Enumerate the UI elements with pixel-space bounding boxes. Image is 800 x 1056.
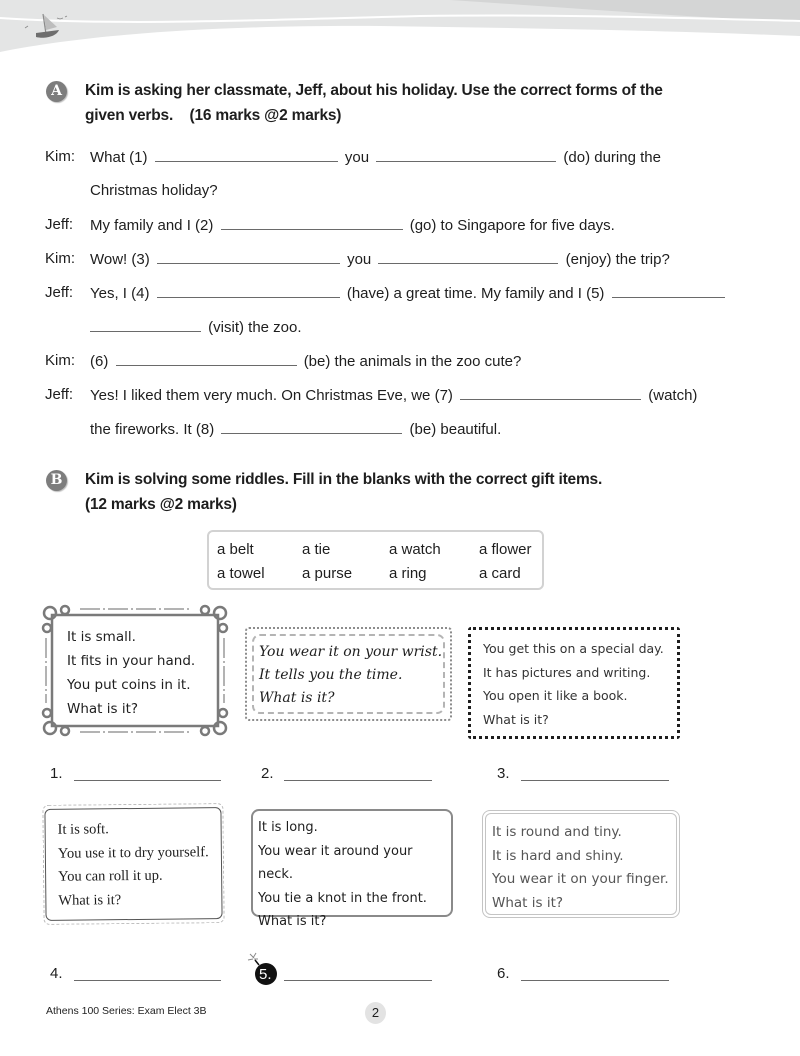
answer-number: 2. bbox=[261, 765, 274, 782]
answer-blank-5b[interactable] bbox=[90, 317, 201, 332]
riddle-line: It is hard and shiny. bbox=[492, 847, 624, 864]
speaker-label: Kim: bbox=[45, 148, 75, 165]
riddle-text bbox=[67, 625, 195, 721]
dialogue-text: (be) beautiful. bbox=[409, 421, 502, 438]
answer-blank-1a[interactable] bbox=[155, 147, 338, 162]
riddle-line: It has pictures and writing. bbox=[483, 664, 651, 680]
dialogue-text: (have) a great time. My family and I (5) bbox=[346, 285, 605, 302]
word-bank-item: a purse bbox=[302, 565, 353, 582]
dialogue-text: the fireworks. It (8) bbox=[90, 421, 215, 438]
riddle-line: It is small. bbox=[67, 629, 136, 645]
answer-number: 1. bbox=[50, 765, 63, 782]
riddle-text bbox=[258, 816, 451, 934]
riddle-line: You get this on a special day. bbox=[483, 641, 664, 656]
answer-line-2[interactable] bbox=[284, 780, 432, 781]
dialogue-text: Yes! I liked them very much. On Christmas Eve, we (7) bbox=[90, 387, 453, 404]
answer-blank-6[interactable] bbox=[116, 351, 297, 366]
riddle-text bbox=[492, 821, 669, 915]
answer-line-5[interactable] bbox=[284, 980, 432, 981]
answer-number: 4. bbox=[50, 965, 63, 982]
dialogue-text: (watch) bbox=[648, 387, 698, 404]
riddle-line: You can roll it up. bbox=[58, 867, 163, 885]
word-bank-item: a tie bbox=[302, 541, 331, 558]
dialogue-text: (enjoy) the trip? bbox=[565, 251, 670, 268]
answer-blank-5a[interactable] bbox=[612, 283, 725, 298]
word-bank-item: a belt bbox=[217, 541, 254, 558]
riddle-line: You put coins in it. bbox=[67, 677, 191, 693]
dialogue-line bbox=[0, 147, 800, 169]
riddle-line: What is it? bbox=[258, 914, 327, 929]
riddle-text bbox=[483, 637, 664, 731]
riddle-card-3 bbox=[468, 627, 680, 739]
speaker-label: Kim: bbox=[45, 250, 75, 267]
answer-line-4[interactable] bbox=[74, 980, 221, 981]
riddle-card-6 bbox=[482, 810, 680, 918]
answer-blank-2[interactable] bbox=[221, 215, 403, 230]
riddle-line: What is it? bbox=[483, 711, 549, 727]
answer-blank-8[interactable] bbox=[221, 419, 402, 434]
section-a-title-line2: given verbs. (16 marks @2 marks) bbox=[85, 107, 342, 124]
section-a-badge: A bbox=[46, 81, 67, 102]
dialogue-text: Christmas holiday? bbox=[90, 182, 218, 199]
dialogue-text: (go) to Singapore for five days. bbox=[409, 217, 615, 234]
speaker-label: Jeff: bbox=[45, 386, 74, 403]
riddle-card-5 bbox=[251, 809, 453, 929]
dialogue-line bbox=[0, 215, 800, 237]
answer-line-6[interactable] bbox=[521, 980, 669, 981]
answer-number: 3. bbox=[497, 765, 510, 782]
dialogue-text: Wow! (3) bbox=[90, 251, 150, 268]
riddle-line: What is it? bbox=[58, 891, 122, 909]
riddle-line: You wear it around your neck. bbox=[258, 843, 413, 882]
riddle-text bbox=[58, 817, 210, 913]
answer-blank-3b[interactable] bbox=[378, 249, 558, 264]
speaker-label: Kim: bbox=[45, 352, 75, 369]
riddle-line: It is round and tiny. bbox=[492, 824, 622, 840]
dialogue-text: (be) the animals in the zoo cute? bbox=[303, 353, 522, 370]
word-bank-item: a flower bbox=[479, 541, 532, 558]
section-b-title-line2: (12 marks @2 marks) bbox=[85, 496, 237, 513]
section-b-badge: B bbox=[46, 470, 67, 491]
speaker-label: Jeff: bbox=[45, 216, 74, 233]
riddle-line: It fits in your hand. bbox=[67, 653, 196, 669]
dialogue-line bbox=[0, 351, 800, 373]
riddle-card-4 bbox=[44, 807, 222, 921]
speaker-label: Jeff: bbox=[45, 284, 74, 301]
page-number: 2 bbox=[365, 1002, 386, 1024]
footer-series-title: Athens 100 Series: Exam Elect 3B bbox=[46, 1005, 207, 1017]
dialogue-text: (visit) the zoo. bbox=[208, 319, 302, 336]
dialogue-text: What (1) bbox=[90, 149, 148, 166]
dialogue-text: you bbox=[344, 149, 370, 166]
dialogue-line bbox=[0, 419, 800, 441]
riddle-line: You open it like a book. bbox=[483, 688, 628, 703]
riddle-line: You wear it on your wrist. bbox=[259, 644, 443, 660]
header-wave-decoration bbox=[0, 0, 800, 60]
riddle-line: What is it? bbox=[67, 701, 139, 717]
dialogue-text: (6) bbox=[90, 353, 109, 370]
riddle-card-1 bbox=[40, 603, 230, 738]
dialogue-line bbox=[0, 249, 800, 271]
word-bank bbox=[207, 530, 544, 590]
answer-blank-7[interactable] bbox=[460, 385, 641, 400]
dialogue-line bbox=[0, 283, 800, 305]
dialogue-text: My family and I (2) bbox=[90, 217, 214, 234]
answer-blank-3a[interactable] bbox=[157, 249, 340, 264]
riddle-line: You tie a knot in the front. bbox=[258, 890, 427, 906]
word-bank-item: a ring bbox=[389, 565, 427, 582]
answer-blank-4[interactable] bbox=[157, 283, 340, 298]
riddle-line: It tells you the time. bbox=[259, 667, 403, 683]
answer-number: 5. bbox=[259, 966, 272, 983]
word-bank-item: a towel bbox=[217, 565, 265, 582]
dialogue-line bbox=[0, 317, 800, 339]
riddle-line: It is long. bbox=[258, 820, 318, 835]
riddle-line: You use it to dry yourself. bbox=[57, 843, 209, 862]
riddle-text bbox=[259, 641, 442, 710]
dialogue-line bbox=[0, 181, 800, 203]
dialogue-text: Yes, I (4) bbox=[90, 285, 150, 302]
section-a-instructions bbox=[85, 78, 663, 128]
answer-line-1[interactable] bbox=[74, 780, 221, 781]
section-a-title-line1: Kim is asking her classmate, Jeff, about his holiday. Use the correct forms of the bbox=[85, 82, 663, 99]
answer-number: 6. bbox=[497, 965, 510, 982]
word-bank-item: a card bbox=[479, 565, 521, 582]
answer-line-3[interactable] bbox=[521, 780, 669, 781]
riddle-line: What is it? bbox=[259, 690, 335, 706]
riddle-line: You wear it on your finger. bbox=[492, 871, 669, 887]
section-b-instructions bbox=[85, 467, 602, 517]
dialogue-text: (do) during the bbox=[563, 149, 661, 166]
dialogue-text: you bbox=[347, 251, 372, 268]
riddle-line: It is soft. bbox=[57, 821, 109, 838]
section-b-title-line1: Kim is solving some riddles. Fill in the blanks with the correct gift items. bbox=[85, 471, 603, 488]
word-bank-item: a watch bbox=[389, 541, 441, 558]
dialogue-line bbox=[0, 385, 800, 407]
riddle-line: What is it? bbox=[492, 894, 564, 911]
answer-blank-1b[interactable] bbox=[376, 147, 556, 162]
riddle-card-2 bbox=[245, 627, 452, 721]
